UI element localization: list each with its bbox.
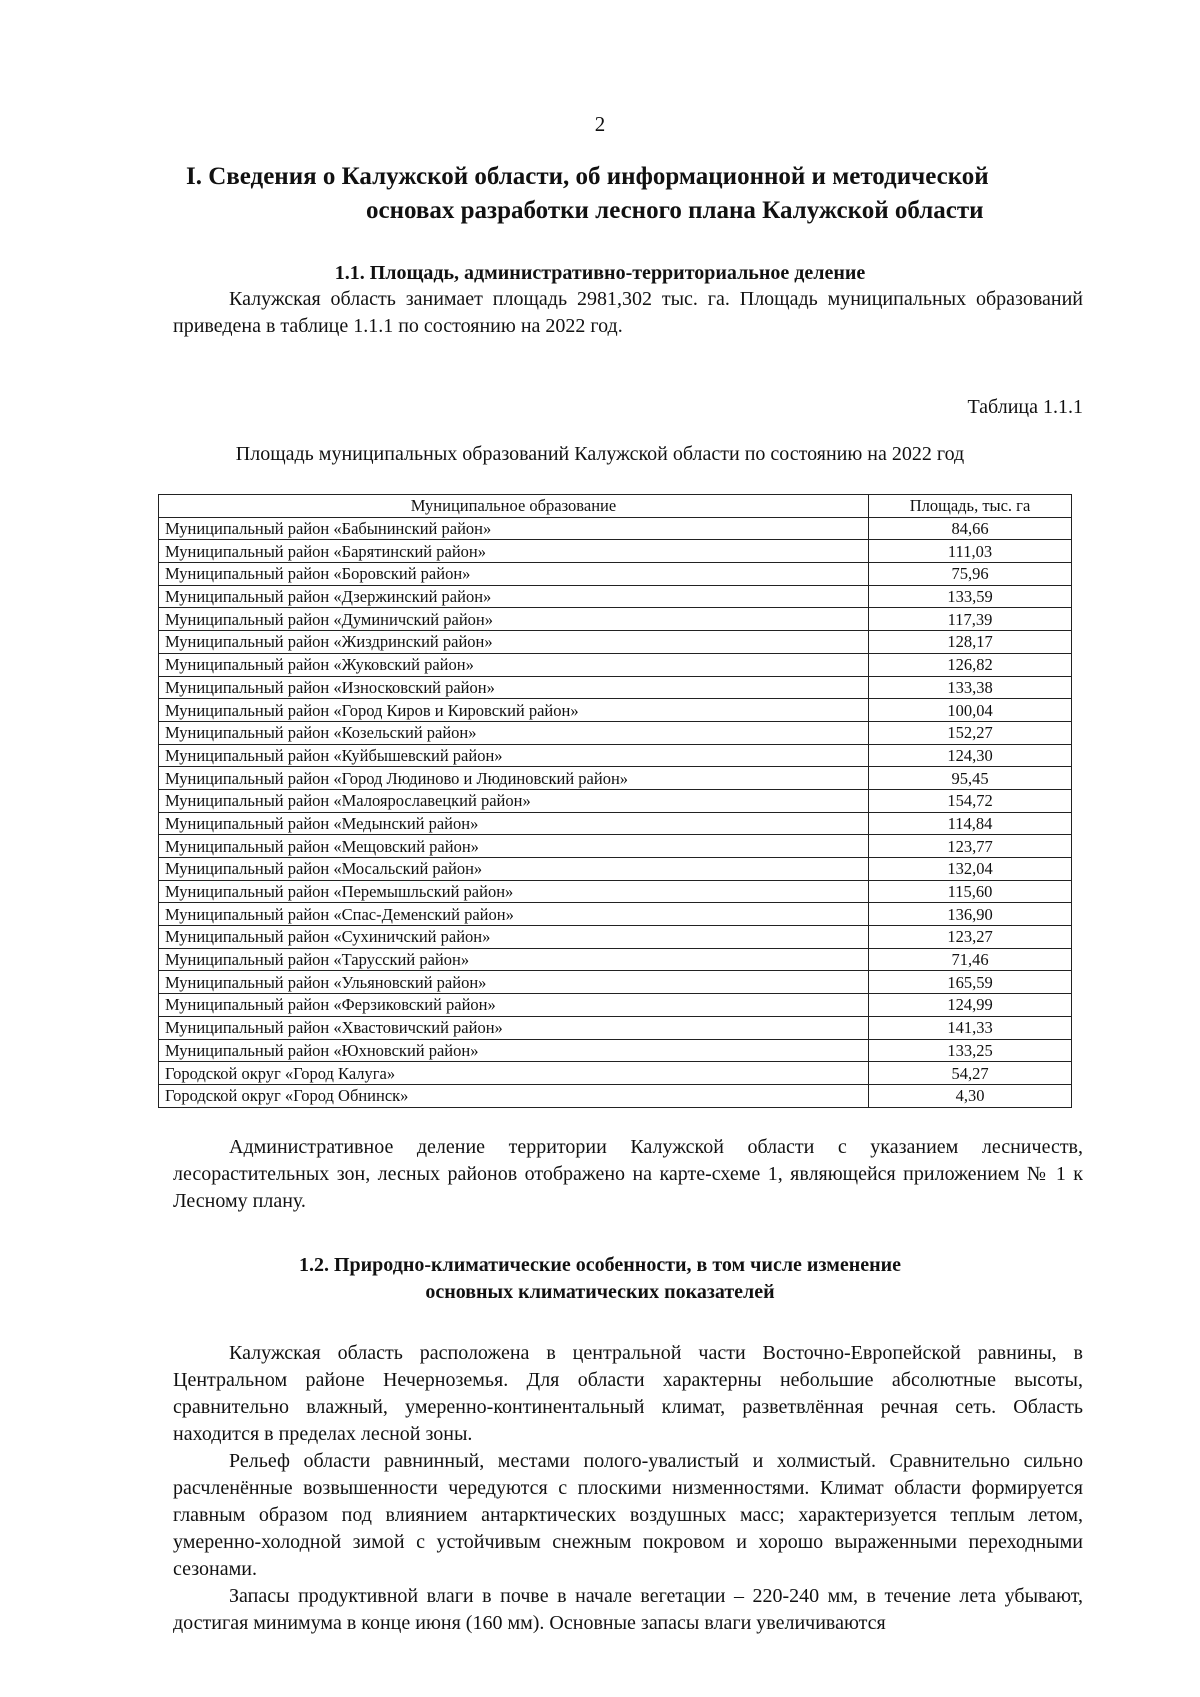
section-title-line1: I. Сведения о Калужской области, об информационной и методической [186,163,989,190]
subsection-heading-1-1: 1.1. Площадь, административно-территориальное деление [334,262,866,284]
area-cell: 141,33 [869,1016,1072,1039]
municipality-cell: Муниципальный район «Дзержинский район» [159,585,869,608]
municipality-cell: Муниципальный район «Медынский район» [159,812,869,835]
municipality-cell: Муниципальный район «Город Киров и Кировский район» [159,699,869,722]
municipality-cell: Муниципальный район «Боровский район» [159,563,869,586]
table-header-cell: Площадь, тыс. га [869,495,1072,518]
area-cell: 84,66 [869,517,1072,540]
section-title-line2: основах разработки лесного плана Калужской области [366,197,984,224]
municipality-cell: Муниципальный район «Перемышльский район» [159,880,869,903]
table-row [159,1062,1072,1085]
table-row [159,1084,1072,1107]
area-cell: 95,45 [869,767,1072,790]
area-cell: 136,90 [869,903,1072,926]
municipality-cell: Муниципальный район «Жиздринский район» [159,631,869,654]
municipality-cell: Муниципальный район «Спас-Деменский район» [159,903,869,926]
subsection-heading-1-2-line1: 1.2. Природно-климатические особенности, в том числе изменение [298,1254,902,1276]
table-row [159,1016,1072,1039]
subsection-heading-1-2 [0,1252,1200,1306]
area-cell: 133,59 [869,585,1072,608]
area-cell: 128,17 [869,631,1072,654]
area-cell: 111,03 [869,540,1072,563]
municipality-cell: Муниципальный район «Мосальский район» [159,858,869,881]
area-cell: 123,77 [869,835,1072,858]
table-row [159,971,1072,994]
climate-paragraph-2: Рельеф области равнинный, местами полого-увалистый и холмистый. Сравнительно сильно расчленённые возвышенности чередуются с плоскими низменностями. Климат области формируется главным образом под влиянием антарктических воздушных масс; характеризуется теплым летом, умеренно-холодной зимой с устойчивым снежным покровом и хорошо выраженными переходными сезонами. [173,1450,1083,1580]
table-row [159,767,1072,790]
climate-paragraph-3: Запасы продуктивной влаги в почве в начале вегетации – 220-240 мм, в течение лета убывают, достигая минимума в конце июня (160 мм). Основные запасы влаги увеличиваются [173,1585,1083,1634]
area-cell: 124,99 [869,994,1072,1017]
area-cell: 124,30 [869,744,1072,767]
table-row [159,812,1072,835]
area-cell: 154,72 [869,789,1072,812]
area-cell: 75,96 [869,563,1072,586]
table-row [159,608,1072,631]
municipality-cell: Муниципальный район «Хвастовичский район» [159,1016,869,1039]
table-row [159,1039,1072,1062]
area-cell: 114,84 [869,812,1072,835]
table-row [159,880,1072,903]
table-row [159,699,1072,722]
area-cell: 123,27 [869,926,1072,949]
area-cell: 152,27 [869,721,1072,744]
table-row [159,948,1072,971]
municipality-cell: Муниципальный район «Ферзиковский район» [159,994,869,1017]
area-cell: 71,46 [869,948,1072,971]
table-row [159,540,1072,563]
municipality-cell: Муниципальный район «Козельский район» [159,721,869,744]
area-cell: 133,25 [869,1039,1072,1062]
area-cell: 115,60 [869,880,1072,903]
area-table [158,494,1072,1108]
area-cell: 133,38 [869,676,1072,699]
table-caption: Площадь муниципальных образований Калужской области по состоянию на 2022 год [235,443,965,465]
table-row [159,858,1072,881]
area-cell: 100,04 [869,699,1072,722]
table-row [159,563,1072,586]
municipality-cell: Городской округ «Город Калуга» [159,1062,869,1085]
table-row [159,721,1072,744]
section-title [186,160,1066,228]
table-row [159,653,1072,676]
municipality-cell: Муниципальный район «Ульяновский район» [159,971,869,994]
table-row [159,676,1072,699]
table-row [159,994,1072,1017]
table-row [159,744,1072,767]
municipality-cell: Муниципальный район «Износковский район» [159,676,869,699]
area-cell: 126,82 [869,653,1072,676]
municipality-cell: Муниципальный район «Куйбышевский район» [159,744,869,767]
table-row [159,903,1072,926]
table-header-cell: Муниципальное образование [159,495,869,518]
municipality-cell: Муниципальный район «Жуковский район» [159,653,869,676]
intro-paragraph: Калужская область занимает площадь 2981,302 тыс. га. Площадь муниципальных образований приведена в таблице 1.1.1 по состоянию на 2022 год. [173,288,1083,337]
municipality-cell: Муниципальный район «Малоярославецкий район» [159,789,869,812]
table-row [159,517,1072,540]
admin-division-paragraph: Административное деление территории Калужской области с указанием лесничеств, лесорастительных зон, лесных районов отображено на карте-схеме 1, являющейся приложением № 1 к Лесному плану. [173,1136,1083,1212]
subsection-heading-1-2-line2: основных климатических показателей [425,1281,775,1303]
table-row [159,585,1072,608]
municipality-cell: Муниципальный район «Думиничский район» [159,608,869,631]
climate-paragraph-1: Калужская область расположена в центральной части Восточно-Европейской равнины, в Центральном районе Нечерноземья. Для области характерны небольшие абсолютные высоты, сравнительно влажный, умеренно-континентальный климат, разветвлённая речная сеть. Область находится в пределах лесной зоны. [173,1342,1083,1445]
municipality-cell: Муниципальный район «Тарусский район» [159,948,869,971]
area-cell: 4,30 [869,1084,1072,1107]
municipality-cell: Муниципальный район «Сухиничский район» [159,926,869,949]
table-label: Таблица 1.1.1 [967,396,1083,418]
municipality-cell: Муниципальный район «Юхновский район» [159,1039,869,1062]
municipality-cell: Муниципальный район «Город Людиново и Людиновский район» [159,767,869,790]
table-header-row [159,495,1072,518]
area-cell: 132,04 [869,858,1072,881]
municipality-cell: Муниципальный район «Барятинский район» [159,540,869,563]
page-number: 2 [594,112,606,136]
municipality-cell: Муниципальный район «Бабынинский район» [159,517,869,540]
area-cell: 54,27 [869,1062,1072,1085]
table-row [159,789,1072,812]
table-row [159,926,1072,949]
municipality-cell: Муниципальный район «Мещовский район» [159,835,869,858]
municipality-cell: Городской округ «Город Обнинск» [159,1084,869,1107]
table-row [159,835,1072,858]
table-row [159,631,1072,654]
area-cell: 117,39 [869,608,1072,631]
area-cell: 165,59 [869,971,1072,994]
